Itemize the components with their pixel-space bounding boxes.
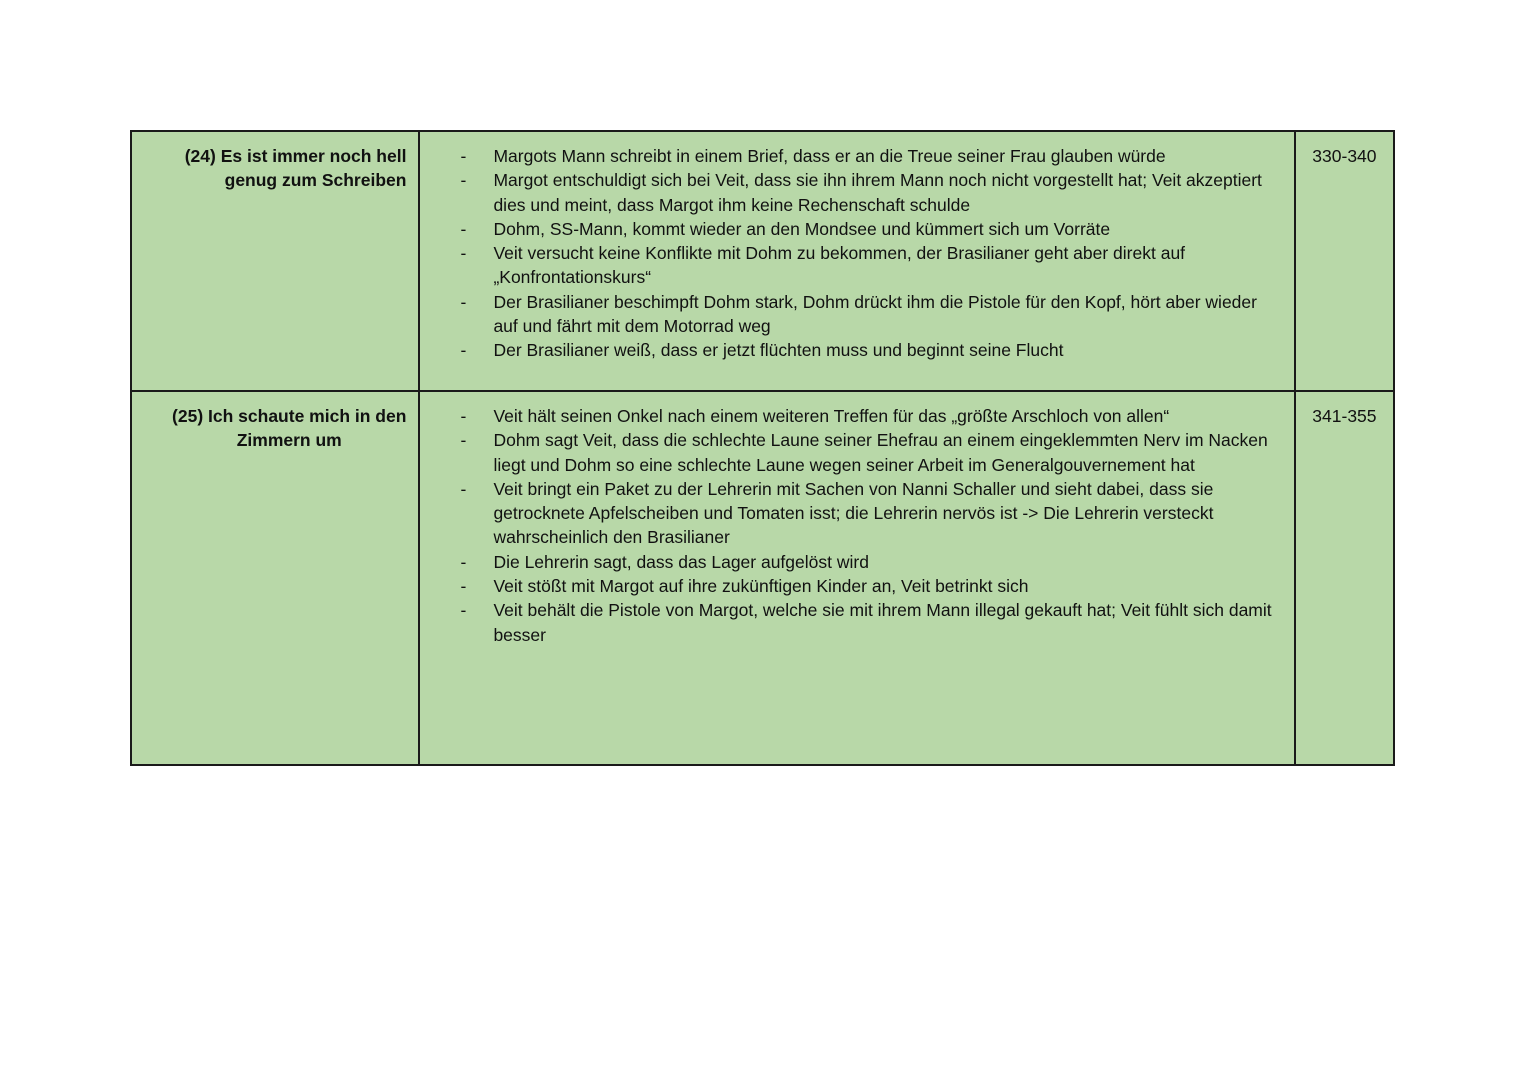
list-item	[420, 168, 1273, 217]
page-range-cell	[1295, 391, 1394, 765]
page-range: 341-355	[1312, 406, 1377, 426]
table-row	[131, 131, 1394, 391]
bullet-marker: -	[460, 478, 467, 499]
bullet-text: Veit bringt ein Paket zu der Lehrerin mit Sachen von Nanni Schaller und sieht dabei, dass sie getrocknete Apfelscheiben und Tomaten isst; die Lehrerin nervös ist -> Die Lehrerin versteckt wahrscheinlich den Brasilianer	[493, 478, 1214, 548]
chapter-title-cell	[131, 391, 419, 765]
list-item	[420, 477, 1273, 550]
bullet-text: Veit behält die Pistole von Margot, welche sie mit ihrem Mann illegal gekauft hat; Veit fühlt sich damit besser	[493, 600, 1272, 645]
bullet-text: Dohm, SS-Mann, kommt wieder an den Mondsee und kümmert sich um Vorräte	[493, 218, 1111, 239]
list-item	[420, 144, 1273, 168]
table-row	[131, 391, 1394, 765]
bullet-marker: -	[460, 340, 467, 361]
bullet-marker: -	[460, 430, 467, 451]
bullet-text: Veit hält seinen Onkel nach einem weiteren Treffen für das „größte Arschloch von allen“	[493, 406, 1170, 426]
page-range: 330-340	[1312, 146, 1377, 166]
bullet-text: Veit stößt mit Margot auf ihre zukünftigen Kinder an, Veit betrinkt sich	[493, 576, 1029, 597]
bullet-marker: -	[460, 146, 467, 166]
list-item	[420, 550, 1273, 574]
list-item	[420, 217, 1273, 241]
bullet-list	[420, 144, 1273, 363]
list-item	[420, 574, 1273, 598]
chapter-title: (25) Ich schaute mich in den Zimmern um	[172, 406, 407, 451]
list-item	[420, 598, 1273, 647]
list-item	[420, 290, 1273, 339]
list-item	[420, 338, 1273, 362]
chapter-title-cell	[131, 131, 419, 391]
bullet-marker: -	[460, 576, 467, 597]
chapter-title: (24) Es ist immer noch hell genug zum Schreiben	[184, 146, 407, 191]
bullet-list	[420, 404, 1273, 647]
bullet-text: Margots Mann schreibt in einem Brief, dass er an die Treue seiner Frau glauben würde	[493, 146, 1166, 166]
bullet-marker: -	[460, 291, 467, 312]
bullet-text: Dohm sagt Veit, dass die schlechte Laune seiner Ehefrau an einem eingeklemmten Nerv im Nacken liegt und Dohm so eine schlechte Laune wegen seiner Arbeit im Generalgouvernement hat	[493, 430, 1268, 475]
bullet-text: Die Lehrerin sagt, dass das Lager aufgelöst wird	[493, 551, 869, 572]
bullet-marker: -	[460, 551, 467, 572]
bullet-marker: -	[460, 243, 467, 264]
bullet-marker: -	[460, 170, 467, 191]
list-item	[420, 428, 1273, 477]
bullet-marker: -	[460, 406, 467, 426]
bullet-text: Der Brasilianer beschimpft Dohm stark, Dohm drückt ihm die Pistole für den Kopf, hört aber wieder auf und fährt mit dem Motorrad weg	[493, 291, 1257, 337]
bullet-text: Veit versucht keine Konflikte mit Dohm zu bekommen, der Brasilianer geht aber direkt auf „Konfrontationskurs“	[493, 243, 1186, 288]
bullet-text: Der Brasilianer weiß, dass er jetzt flüchten muss und beginnt seine Flucht	[493, 340, 1064, 361]
chapter-content-cell	[419, 131, 1294, 391]
bullet-marker: -	[460, 218, 467, 239]
page-range-cell	[1295, 131, 1394, 391]
list-item	[420, 404, 1273, 428]
list-item	[420, 241, 1273, 290]
chapter-summary-table	[130, 130, 1395, 766]
chapter-content-cell	[419, 391, 1294, 765]
bullet-marker: -	[460, 600, 467, 621]
bullet-text: Margot entschuldigt sich bei Veit, dass sie ihn ihrem Mann noch nicht vorgestellt hat; Veit akzeptiert dies und meint, dass Margot ihm keine Rechenschaft schulde	[493, 170, 1262, 215]
